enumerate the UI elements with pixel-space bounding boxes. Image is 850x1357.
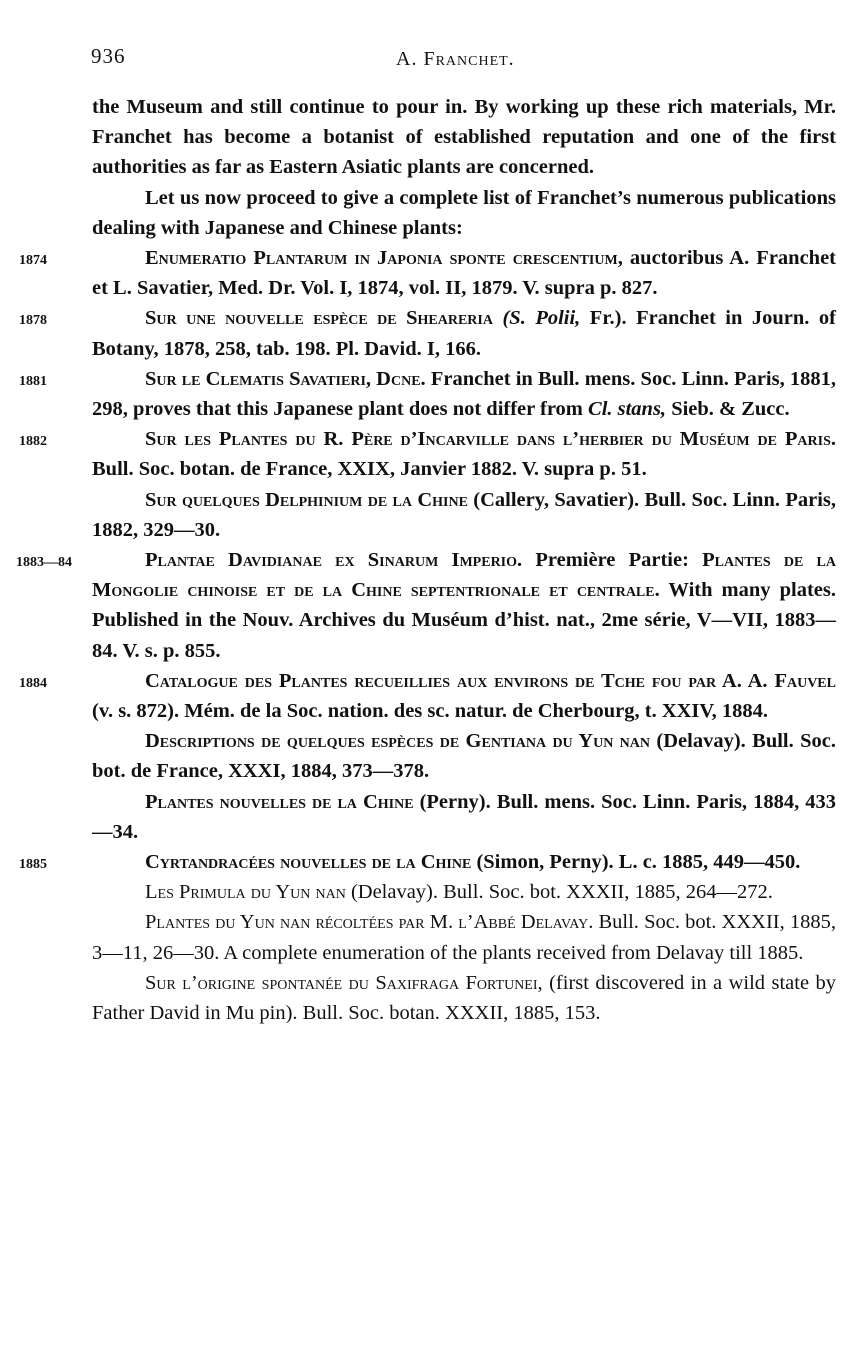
entry-text: Sieb. & Zucc. [666, 398, 790, 421]
entry-title: Plantae Davidianae ex Sinarum Imperio. [145, 549, 523, 572]
entry-title: Sur une nouvelle espèce de Sheareria [145, 307, 493, 330]
year-marker: 1878 [19, 313, 47, 329]
page-number: 936 [91, 44, 126, 68]
entry-title: Enumeratio Plantarum in Japonia sponte crescentium, [145, 247, 623, 270]
entry-italic: Cl. stans, [588, 398, 667, 421]
bibliography-entry [92, 485, 836, 545]
entry-text: (Delavay). Bull. Soc. bot. de France, XXXI, 1884, 373—378. [92, 730, 836, 783]
entry-title: Sur le Clematis Savatieri, Dcne. [145, 367, 426, 390]
paragraph: Let us now proceed to give a complete list of Franchet’s numerous publications dealing with Japanese and Chinese plants: [92, 186, 836, 239]
bibliography-entry [92, 968, 836, 1028]
bibliography-entry [19, 303, 836, 363]
year-marker: 1874 [19, 253, 47, 269]
entry-text: (v. s. 872). Mém. de la Soc. nation. des sc. natur. de Cherbourg, t. XXIV, 1884. [92, 700, 768, 723]
bibliography-entry [19, 666, 836, 726]
bibliography-entry [19, 847, 836, 877]
entry-italic: (S. Polii, [492, 307, 581, 330]
entry-text: (Callery, Savatier). Bull. Soc. Linn. Paris, 1882, 329—30. [92, 488, 836, 541]
paragraph: the Museum and still continue to pour in. By working up these rich materials, Mr. Franchet has become a botanist of established reputation and one of the first authorities as far as Eastern Asiatic plants are concerned. [92, 96, 836, 179]
entry-text: Bull. Soc. botan. de France, XXIX, Janvier 1882. V. supra p. 51. [92, 458, 647, 481]
entry-text: (Perny). Bull. mens. Soc. Linn. Paris, 1884, 433—34. [92, 790, 836, 843]
running-head: A. Franchet. [396, 48, 515, 70]
bibliography-entry [92, 787, 836, 847]
bibliography-entry [19, 243, 836, 303]
entry-title: Catalogue des Plantes recueillies aux environs de Tche fou par A. A. Fauvel [145, 669, 836, 692]
entry-text: With many plates. Published in the Nouv. Archives du Muséum d’hist. nat., 2me série, V—VII, 1883—84. V. s. p. 855. [92, 579, 836, 662]
entry-text: (first discovered in a wild state by Father David in Mu pin). Bull. Soc. botan. XXXII, 1885, 153. [92, 971, 837, 1025]
year-marker: 1885 [19, 857, 47, 873]
entry-text: Franchet in Bull. mens. Soc. Linn. Paris, 1881, 298, proves that this Japanese plant does not differ from [92, 367, 837, 421]
bibliography-entry [92, 726, 836, 786]
year-marker: 1883—84 [16, 555, 72, 571]
bibliography-entry [92, 877, 836, 907]
entry-text: (Simon, Perny). L. c. 1885, 449—450. [471, 851, 801, 874]
entry-title: Plantes nouvelles de la Chine [145, 790, 414, 813]
bibliography-entry [19, 424, 836, 484]
entry-title: Sur les Plantes du R. Père d’Incarville dans l’herbier du Muséum de Paris. [145, 428, 836, 451]
page-body [16, 92, 837, 1028]
year-marker: 1881 [19, 373, 47, 389]
year-marker: 1882 [19, 434, 47, 450]
entry-title: Les Primula du Yun nan [145, 881, 346, 904]
entry-text: (Delavay). Bull. Soc. bot. XXXII, 1885, 264—272. [345, 881, 773, 904]
entry-text: Bull. Soc. bot. XXXII, 1885, 3—11, 26—30. A complete enumeration of the plants received from Delavay till 1885. [92, 911, 836, 964]
entry-title: Sur l’origine spontanée du Saxifraga Fortunei, [145, 971, 543, 994]
entry-title: Plantes de la Mongolie chinoise et de la Chine septentrionale et centrale. [92, 549, 836, 602]
entry-title: Descriptions de quelques espèces de Gentiana du Yun nan [145, 730, 651, 753]
entry-title: Plantes du Yun nan récoltées par M. l’Abbé Delavay. [145, 911, 594, 934]
entry-title: Cyrtandracées nouvelles de la Chine [145, 851, 472, 874]
bibliography-entry [19, 364, 837, 424]
bibliography-entry [16, 545, 836, 666]
entry-text: Fr.). Franchet in Journ. of Botany, 1878, 258, tab. 198. Pl. David. I, 166. [92, 307, 836, 360]
bibliography-entry [92, 907, 836, 967]
entry-text: auctoribus A. Franchet et L. Savatier, Med. Dr. Vol. I, 1874, vol. II, 1879. V. supra p. 827. [92, 247, 836, 300]
entry-title: Sur quelques Delphinium de la Chine [145, 488, 468, 511]
year-marker: 1884 [19, 675, 47, 691]
entry-text: Première Partie: [522, 549, 703, 572]
